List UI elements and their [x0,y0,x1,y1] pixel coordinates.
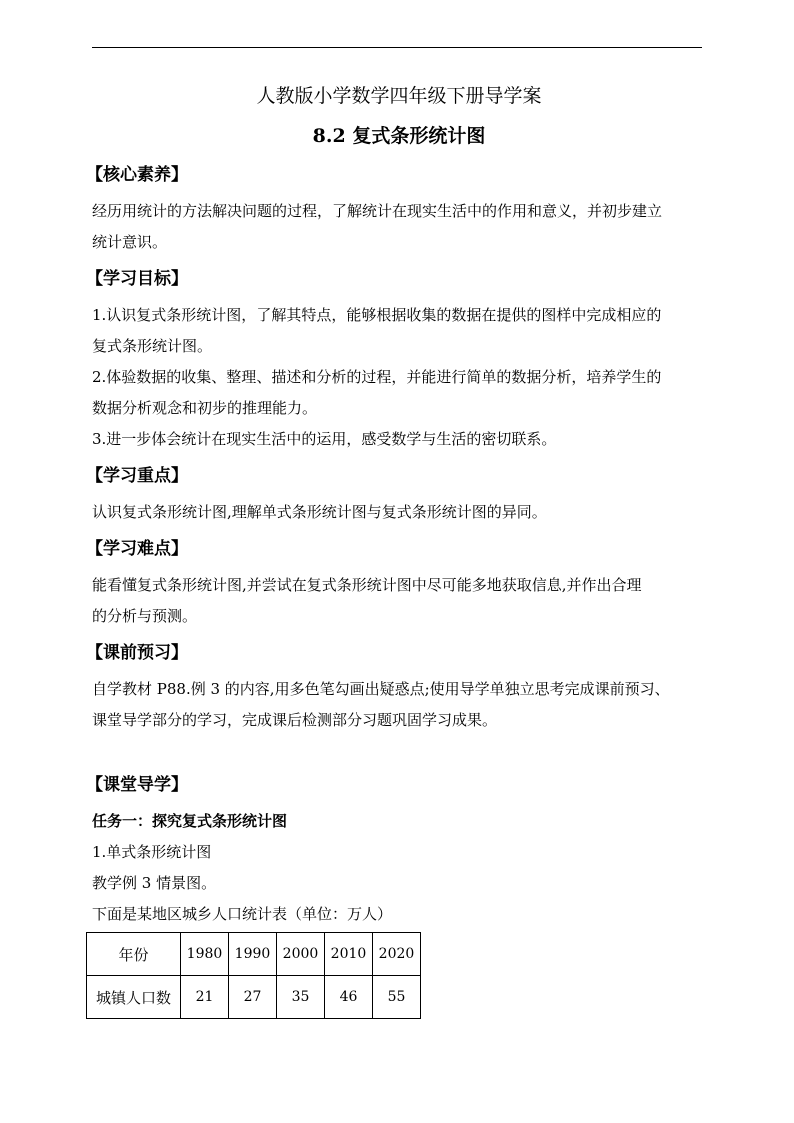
document-title: 人教版小学数学四年级下册导学案 [256,85,542,107]
section-heading-key: 【学习重点】 [86,466,188,486]
table-row [87,976,421,1019]
table-header-year: 年份 [87,933,181,976]
goals-line-3: 2.体验数据的收集、整理、描述和分析的过程，并能进行简单的数据分析，培养学生的 [92,368,662,386]
key-line-1: 认识复式条形统计图,理解单式条形统计图与复式条形统计图的异同。 [92,503,547,521]
table-cell-year: 1980 [181,933,229,976]
goals-line-4: 数据分析观念和初步的推理能力。 [92,399,318,417]
section-heading-preview: 【课前预习】 [86,643,188,663]
table-cell-year: 2020 [373,933,421,976]
section-gap [92,736,706,764]
difficulty-line-1: 能看懂复式条形统计图,并尝试在复式条形统计图中尽可能多地获取信息,并作出合理 [92,576,642,594]
header-rule [92,47,702,48]
guide-line-3: 下面是某地区城乡人口统计表（单位：万人） [92,905,393,923]
task-one-title: 任务一：探究复式条形统计图 [92,812,288,830]
table-cell-value: 27 [229,976,277,1019]
core-line-2: 统计意识。 [92,233,168,251]
guide-line-1: 1.单式条形统计图 [92,843,212,861]
preview-line-2: 课堂导学部分的学习，完成课后检测部分习题巩固学习成果。 [92,711,498,729]
table-cell-value: 55 [373,976,421,1019]
table-cell-value: 35 [277,976,325,1019]
table-cell-year: 1990 [229,933,277,976]
goals-line-5: 3.进一步体会统计在现实生活中的运用，感受数学与生活的密切联系。 [92,430,557,448]
table-row [87,933,421,976]
table-cell-value: 46 [325,976,373,1019]
preview-line-1: 自学教材 P88.例 3 的内容,用多色笔勾画出疑惑点;使用导学单独立思考完成课前预习、 [92,680,670,698]
document-page [86,78,706,1019]
population-table [86,932,421,1019]
section-heading-difficulty: 【学习难点】 [86,539,188,559]
core-line-1: 经历用统计的方法解决问题的过程，了解统计在现实生活中的作用和意义，并初步建立 [92,202,663,220]
goals-line-1: 1.认识复式条形统计图，了解其特点，能够根据收集的数据在提供的图样中完成相应的 [92,306,662,324]
difficulty-line-2: 的分析与预测。 [92,607,198,625]
lesson-title: 8.2 复式条形统计图 [312,125,486,147]
section-heading-core: 【核心素养】 [86,165,188,185]
table-header-urban-population: 城镇人口数 [87,976,181,1019]
table-cell-year: 2000 [277,933,325,976]
table-cell-value: 21 [181,976,229,1019]
guide-line-2: 教学例 3 情景图。 [92,874,217,892]
section-heading-guide: 【课堂导学】 [86,775,188,795]
section-heading-goals: 【学习目标】 [86,269,188,289]
goals-line-2: 复式条形统计图。 [92,337,213,355]
table-cell-year: 2010 [325,933,373,976]
